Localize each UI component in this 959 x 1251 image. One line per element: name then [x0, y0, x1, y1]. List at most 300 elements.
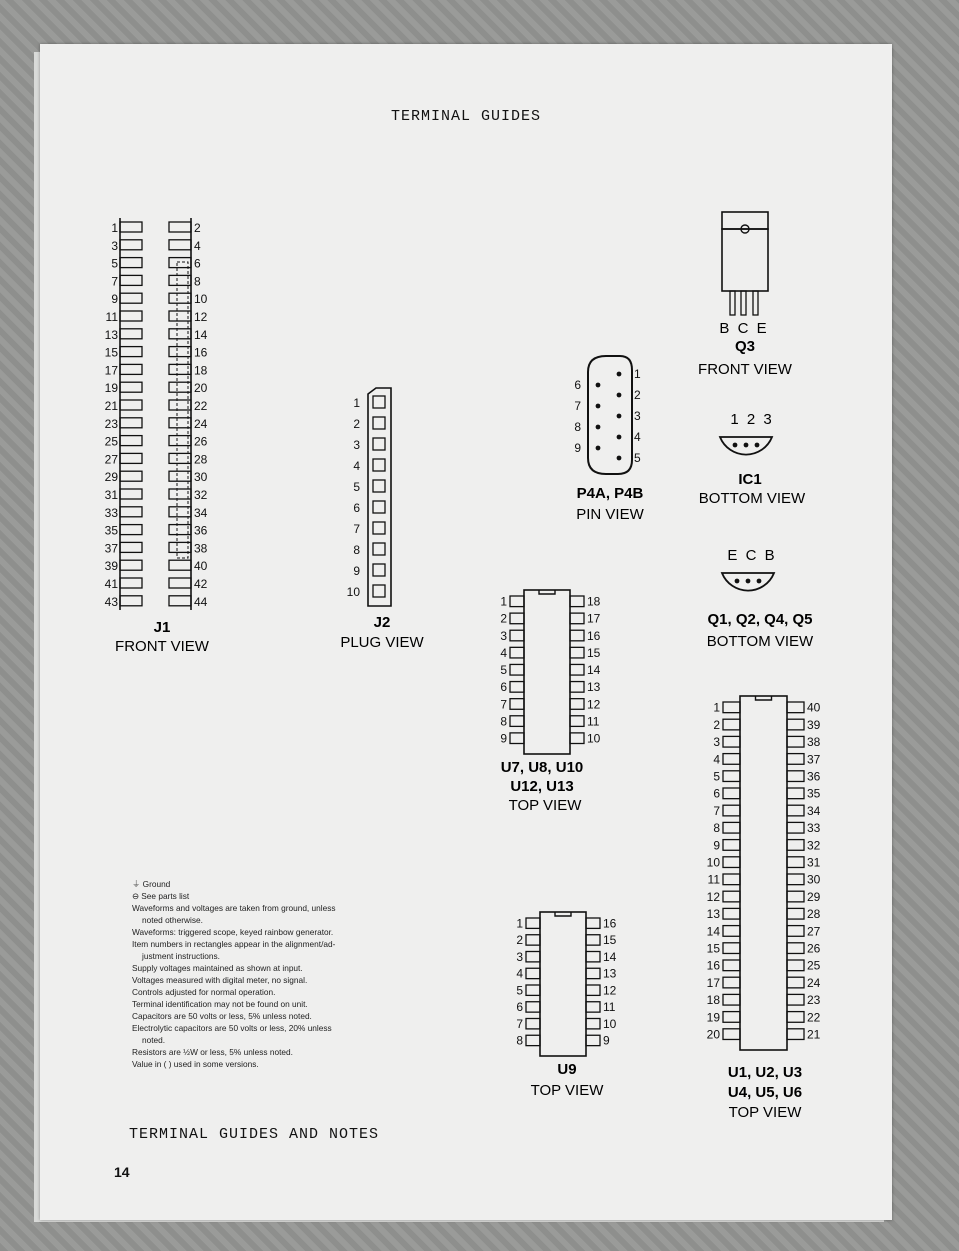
- note-line: Electrolytic capacitors are 50 volts or less, 20% unless: [132, 1023, 332, 1033]
- u9-ic-16pin: [516, 912, 616, 1056]
- ic-pin: [510, 699, 524, 710]
- pin-label: 5: [634, 451, 641, 465]
- ic-pin: [526, 985, 540, 995]
- pin-label: 10: [346, 585, 360, 599]
- pin-label: 19: [104, 381, 118, 396]
- j1-pin: [120, 418, 142, 428]
- pin-label: 26: [194, 434, 208, 449]
- pin-label: 26: [807, 941, 821, 956]
- pin-label: 30: [194, 470, 208, 485]
- pin-label: 29: [807, 889, 821, 904]
- pin-label: 15: [104, 345, 118, 360]
- parts-legend: ⊖ See parts list: [132, 891, 190, 901]
- pin-label: 4: [353, 459, 360, 473]
- p4-dsub-connector: [574, 356, 641, 474]
- pin-label: 32: [194, 488, 208, 502]
- pin-label: 1: [500, 594, 507, 609]
- u7-ic-18pin: [500, 590, 600, 754]
- u7-name-line2: U12, U13: [510, 778, 574, 795]
- ic-body: [540, 912, 586, 1056]
- pin-label: 37: [104, 541, 118, 556]
- p4-name: P4A, P4B: [576, 485, 644, 502]
- ic-pin: [510, 682, 524, 693]
- q1-view: BOTTOM VIEW: [706, 633, 814, 650]
- pin-label: 2: [353, 417, 360, 431]
- pin-label: 37: [807, 752, 821, 767]
- ic-pin: [723, 891, 740, 902]
- ic-pin: [586, 1035, 600, 1045]
- pin-label: 40: [194, 559, 208, 574]
- ic-pin: [570, 699, 584, 710]
- u1-view: TOP VIEW: [728, 1104, 802, 1121]
- u1-name-line1: U1, U2, U3: [727, 1064, 803, 1081]
- pin-label: 13: [603, 966, 617, 981]
- u1-name-line2: U4, U5, U6: [727, 1084, 803, 1101]
- pin-label: 42: [194, 577, 208, 591]
- q3-body: [722, 229, 768, 291]
- j2-pin: [373, 417, 385, 429]
- ic-pin: [787, 1029, 804, 1040]
- pin-label: 3: [500, 628, 507, 643]
- ic-pin: [787, 977, 804, 988]
- ic-pin: [510, 596, 524, 607]
- pin-label: 15: [587, 645, 601, 660]
- pin-label: 14: [587, 663, 601, 678]
- ic-pin: [570, 630, 584, 641]
- pin-label: 11: [603, 1000, 616, 1015]
- note-line: Value in ( ) used in some versions.: [132, 1059, 259, 1069]
- pin-label: 9: [574, 441, 581, 455]
- ic-body: [740, 696, 787, 1050]
- j1-pin: [120, 489, 142, 499]
- ic-pin: [723, 822, 740, 833]
- pin-label: 12: [194, 310, 208, 324]
- pin-label: 4: [194, 238, 201, 253]
- ic-pin: [787, 788, 804, 799]
- ic-pin: [510, 664, 524, 675]
- ic-pin: [723, 1029, 740, 1040]
- pin-label: 13: [104, 327, 118, 342]
- pin-label: 1: [111, 221, 118, 235]
- footer-title: TERMINAL GUIDES AND NOTES: [129, 1126, 380, 1143]
- pin-label: 44: [194, 594, 208, 609]
- ic-pin: [510, 613, 524, 624]
- pin-label: 8: [500, 714, 507, 729]
- pin-label: 5: [500, 663, 507, 678]
- ic-pin: [787, 736, 804, 747]
- p4-pin: [617, 372, 622, 377]
- u7-name-line1: U7, U8, U10: [500, 759, 584, 776]
- page-title: TERMINAL GUIDES: [390, 108, 542, 125]
- q3-lead: [730, 291, 735, 315]
- pin-label: 23: [807, 993, 821, 1008]
- ic-pin: [586, 1019, 600, 1029]
- p4-pin: [596, 383, 601, 388]
- ic-pin: [510, 733, 524, 744]
- ic-pin: [723, 977, 740, 988]
- note-line: justment instructions.: [142, 951, 220, 961]
- j1-pin: [120, 400, 142, 410]
- ic-pin: [526, 952, 540, 962]
- pin-label: 18: [587, 594, 601, 609]
- j1-pin: [120, 240, 142, 250]
- j1-pin: [169, 578, 191, 588]
- j1-name: J1: [153, 619, 171, 636]
- pin-label: 2: [634, 388, 641, 402]
- ic-pin: [586, 1002, 600, 1012]
- ic-pin: [586, 918, 600, 928]
- pin-label: 15: [706, 941, 720, 956]
- ic-pin: [570, 733, 584, 744]
- j1-pin: [120, 222, 142, 232]
- q3-name: Q3: [734, 338, 756, 355]
- j1-pin: [120, 578, 142, 588]
- ic-pin: [570, 682, 584, 693]
- to92-pin: [733, 443, 738, 448]
- ic-pin: [723, 805, 740, 816]
- pin-label: 9: [713, 838, 720, 853]
- ic1-pins: 1 2 3: [730, 411, 774, 428]
- ic-pin: [723, 719, 740, 730]
- ic-pin: [510, 716, 524, 727]
- ic-pin: [723, 960, 740, 971]
- pin-label: 29: [104, 470, 118, 485]
- j2-pin: [373, 459, 385, 471]
- ic-pin: [723, 874, 740, 885]
- p4-pin: [617, 414, 622, 419]
- pin-label: 7: [713, 803, 720, 818]
- ic-pin: [723, 908, 740, 919]
- note-line: Waveforms: triggered scope, keyed rainbow generator.: [132, 927, 334, 937]
- pin-label: 17: [706, 975, 720, 990]
- pin-label: 1: [353, 396, 360, 410]
- p4-pin: [617, 456, 622, 461]
- j2-pin: [373, 480, 385, 492]
- pin-label: 6: [194, 256, 201, 271]
- ic-pin: [723, 702, 740, 713]
- u9-view: TOP VIEW: [530, 1082, 604, 1099]
- pin-label: 40: [807, 700, 821, 715]
- to92-pin: [744, 443, 749, 448]
- pin-label: 8: [516, 1033, 523, 1048]
- ic-pin: [510, 630, 524, 641]
- ic-pin: [723, 926, 740, 937]
- pin-label: 16: [587, 628, 601, 643]
- j1-pin: [120, 596, 142, 606]
- q1-name: Q1, Q2, Q4, Q5: [707, 611, 813, 628]
- j2-connector: [347, 388, 391, 606]
- p4-pin: [617, 435, 622, 440]
- ic-pin: [723, 857, 740, 868]
- pin-label: 14: [603, 949, 617, 964]
- j2-name: J2: [373, 614, 391, 631]
- note-line: Waveforms and voltages are taken from ground, unless: [132, 903, 336, 913]
- pin-label: 9: [111, 292, 118, 307]
- ic1-regulator: [720, 437, 772, 455]
- pin-label: 27: [104, 452, 118, 467]
- j1-pin: [120, 453, 142, 463]
- to92-pin: [755, 443, 760, 448]
- pin-label: 35: [807, 786, 821, 801]
- ic-pin: [510, 647, 524, 658]
- ic-pin: [586, 985, 600, 995]
- pin-label: 10: [706, 855, 720, 870]
- p4-pin: [596, 404, 601, 409]
- pin-label: 9: [500, 731, 507, 746]
- pin-label: 8: [713, 821, 720, 836]
- pin-label: 3: [634, 409, 641, 423]
- ic-pin: [723, 1012, 740, 1023]
- pin-label: 39: [104, 559, 118, 574]
- j2-pin: [373, 564, 385, 576]
- to92-pin: [735, 579, 740, 584]
- pin-label: 22: [807, 1010, 821, 1025]
- ic-pin: [526, 918, 540, 928]
- ic-pin: [787, 960, 804, 971]
- j2-pin: [373, 396, 385, 408]
- j1-pin: [120, 560, 142, 570]
- ic-pin: [787, 719, 804, 730]
- pin-label: 3: [713, 735, 720, 750]
- pin-label: 5: [353, 480, 360, 494]
- j1-pin: [120, 382, 142, 392]
- note-line: Terminal identification may not be found on unit.: [132, 999, 308, 1009]
- pin-label: 39: [807, 717, 821, 732]
- u7-view: TOP VIEW: [508, 797, 582, 814]
- to92-pin: [757, 579, 762, 584]
- ic-pin: [787, 891, 804, 902]
- ic1-view: BOTTOM VIEW: [698, 490, 806, 507]
- pin-label: 2: [194, 221, 201, 235]
- pin-label: 38: [194, 541, 208, 556]
- pin-label: 20: [194, 381, 208, 396]
- pin-label: 1: [634, 367, 641, 381]
- pin-label: 21: [807, 1027, 821, 1042]
- pin-label: 5: [713, 769, 720, 784]
- ic-pin: [526, 1035, 540, 1045]
- pin-label: 14: [194, 327, 208, 342]
- j1-pin: [120, 364, 142, 374]
- j1-pin: [169, 240, 191, 250]
- pin-label: 8: [353, 543, 360, 557]
- pin-label: 43: [104, 594, 118, 609]
- j1-pin: [120, 293, 142, 303]
- pin-label: 25: [104, 434, 118, 449]
- pin-label: 21: [104, 399, 118, 413]
- manual-page: [40, 44, 892, 1220]
- ic-body: [524, 590, 570, 754]
- pin-label: 23: [104, 416, 118, 431]
- ic-pin: [570, 596, 584, 607]
- ic-pin: [723, 754, 740, 765]
- ic-pin: [787, 926, 804, 937]
- pin-label: 28: [194, 452, 208, 467]
- pin-label: 5: [516, 983, 523, 998]
- pin-label: 5: [111, 256, 118, 271]
- pin-label: 6: [353, 501, 360, 515]
- q3-lead: [741, 291, 746, 315]
- j1-pin: [120, 436, 142, 446]
- ic-pin: [787, 771, 804, 782]
- q3-tab: [722, 212, 768, 229]
- ic-pin: [526, 1002, 540, 1012]
- pin-label: 10: [603, 1016, 617, 1031]
- pin-label: 12: [706, 889, 720, 904]
- pin-label: 36: [807, 769, 821, 784]
- j1-pin: [120, 275, 142, 285]
- j1-pin: [120, 347, 142, 357]
- ic-pin: [570, 647, 584, 658]
- pin-label: 12: [603, 983, 617, 998]
- ic-pin: [570, 664, 584, 675]
- pin-label: 7: [500, 697, 507, 712]
- ic-pin: [787, 1012, 804, 1023]
- parts-icon: ⊖: [132, 891, 139, 901]
- pin-label: 4: [634, 430, 641, 444]
- j1-view: FRONT VIEW: [115, 638, 209, 655]
- pin-label: 7: [516, 1016, 523, 1031]
- ic-pin: [787, 994, 804, 1005]
- u1-ic-40pin: [707, 696, 821, 1050]
- pin-label: 27: [807, 924, 821, 939]
- j2-pin: [373, 438, 385, 450]
- pin-label: 1: [713, 700, 720, 715]
- j1-pin: [169, 560, 191, 570]
- pin-label: 15: [603, 933, 617, 948]
- pin-label: 33: [104, 505, 118, 520]
- ic-pin: [586, 952, 600, 962]
- ic-pin: [586, 935, 600, 945]
- note-line: Supply voltages maintained as shown at input.: [132, 963, 303, 973]
- ic-pin: [787, 840, 804, 851]
- pin-label: 7: [353, 522, 360, 536]
- pin-label: 12: [587, 697, 601, 712]
- pin-label: 41: [104, 577, 118, 591]
- pin-label: 28: [807, 907, 821, 922]
- ic-pin: [787, 908, 804, 919]
- ic-pin: [570, 716, 584, 727]
- pin-label: 9: [353, 564, 360, 578]
- ic-pin: [787, 874, 804, 885]
- pin-label: 32: [807, 838, 821, 853]
- pin-label: 16: [194, 345, 208, 360]
- ic-pin: [787, 822, 804, 833]
- ic-pin: [787, 943, 804, 954]
- pin-label: 6: [574, 378, 581, 392]
- pin-label: 11: [587, 714, 600, 729]
- ic-pin: [787, 857, 804, 868]
- pin-label: 33: [807, 821, 821, 836]
- pin-label: 9: [603, 1033, 610, 1048]
- pin-label: 34: [807, 803, 821, 818]
- pin-label: 3: [353, 438, 360, 452]
- pin-label: 18: [706, 993, 720, 1008]
- pin-label: 22: [194, 399, 208, 413]
- u9-name: U9: [557, 1061, 577, 1078]
- pin-label: 7: [574, 399, 581, 413]
- j1-connector: [105, 218, 208, 610]
- pin-label: 20: [706, 1027, 720, 1042]
- pin-label: 35: [104, 523, 118, 538]
- j1-pin: [120, 542, 142, 552]
- q3-transistor: [722, 212, 768, 315]
- ground-icon: ⏚: [132, 879, 141, 889]
- pin-label: 11: [105, 310, 118, 324]
- pin-label: 7: [111, 274, 118, 289]
- pin-label: 18: [194, 363, 208, 378]
- j1-pin: [120, 471, 142, 481]
- note-line: Voltages measured with digital meter, no signal.: [132, 975, 308, 985]
- ic-pin: [787, 702, 804, 713]
- j1-pin: [120, 525, 142, 535]
- ic-pin: [570, 613, 584, 624]
- ic-pin: [526, 935, 540, 945]
- pin-label: 25: [807, 958, 821, 973]
- pin-label: 30: [807, 872, 821, 887]
- pin-label: 17: [104, 363, 118, 378]
- pin-label: 24: [807, 975, 821, 990]
- pin-label: 4: [516, 966, 523, 981]
- pin-label: 3: [111, 238, 118, 253]
- p4-pin: [617, 393, 622, 398]
- p4-pin: [596, 446, 601, 451]
- pin-label: 10: [587, 731, 601, 746]
- ic-pin: [787, 754, 804, 765]
- pin-label: 2: [500, 611, 507, 626]
- note-line: Item numbers in rectangles appear in the alignment/ad-: [132, 939, 336, 949]
- ic-pin: [526, 1019, 540, 1029]
- pin-label: 3: [516, 949, 523, 964]
- p4-view: PIN VIEW: [576, 506, 644, 523]
- note-line: noted otherwise.: [142, 915, 203, 925]
- q3-lead: [753, 291, 758, 315]
- pin-label: 31: [807, 855, 821, 870]
- ground-legend: ⏚ Ground: [132, 879, 171, 889]
- q3-pins: B C E: [719, 320, 769, 337]
- j2-pin: [373, 585, 385, 597]
- pin-label: 16: [603, 916, 617, 931]
- pin-label: 19: [706, 1010, 720, 1025]
- pin-label: 11: [707, 872, 720, 887]
- pin-label: 14: [706, 924, 720, 939]
- pin-label: 36: [194, 523, 208, 538]
- ic-pin: [787, 805, 804, 816]
- pin-label: 16: [706, 958, 720, 973]
- page-number: 14: [114, 1164, 130, 1180]
- pin-label: 4: [500, 645, 507, 660]
- j2-pin: [373, 501, 385, 513]
- pin-label: 10: [194, 292, 208, 307]
- q1-transistor: [722, 573, 774, 591]
- pin-label: 4: [713, 752, 720, 767]
- pin-label: 6: [516, 1000, 523, 1015]
- note-line: Capacitors are 50 volts or less, 5% unless noted.: [132, 1011, 312, 1021]
- pin-label: 38: [807, 735, 821, 750]
- j2-pin: [373, 543, 385, 555]
- pin-label: 6: [500, 680, 507, 695]
- ic-pin: [723, 771, 740, 782]
- pin-label: 13: [587, 680, 601, 695]
- pin-label: 24: [194, 416, 208, 431]
- p4-shell: [588, 356, 632, 474]
- ic1-name: IC1: [738, 471, 762, 488]
- ic-pin: [723, 943, 740, 954]
- pin-label: 8: [194, 274, 201, 289]
- pin-label: 13: [706, 907, 720, 922]
- ic-pin: [723, 840, 740, 851]
- j1-pin: [169, 596, 191, 606]
- pin-label: 2: [516, 933, 523, 948]
